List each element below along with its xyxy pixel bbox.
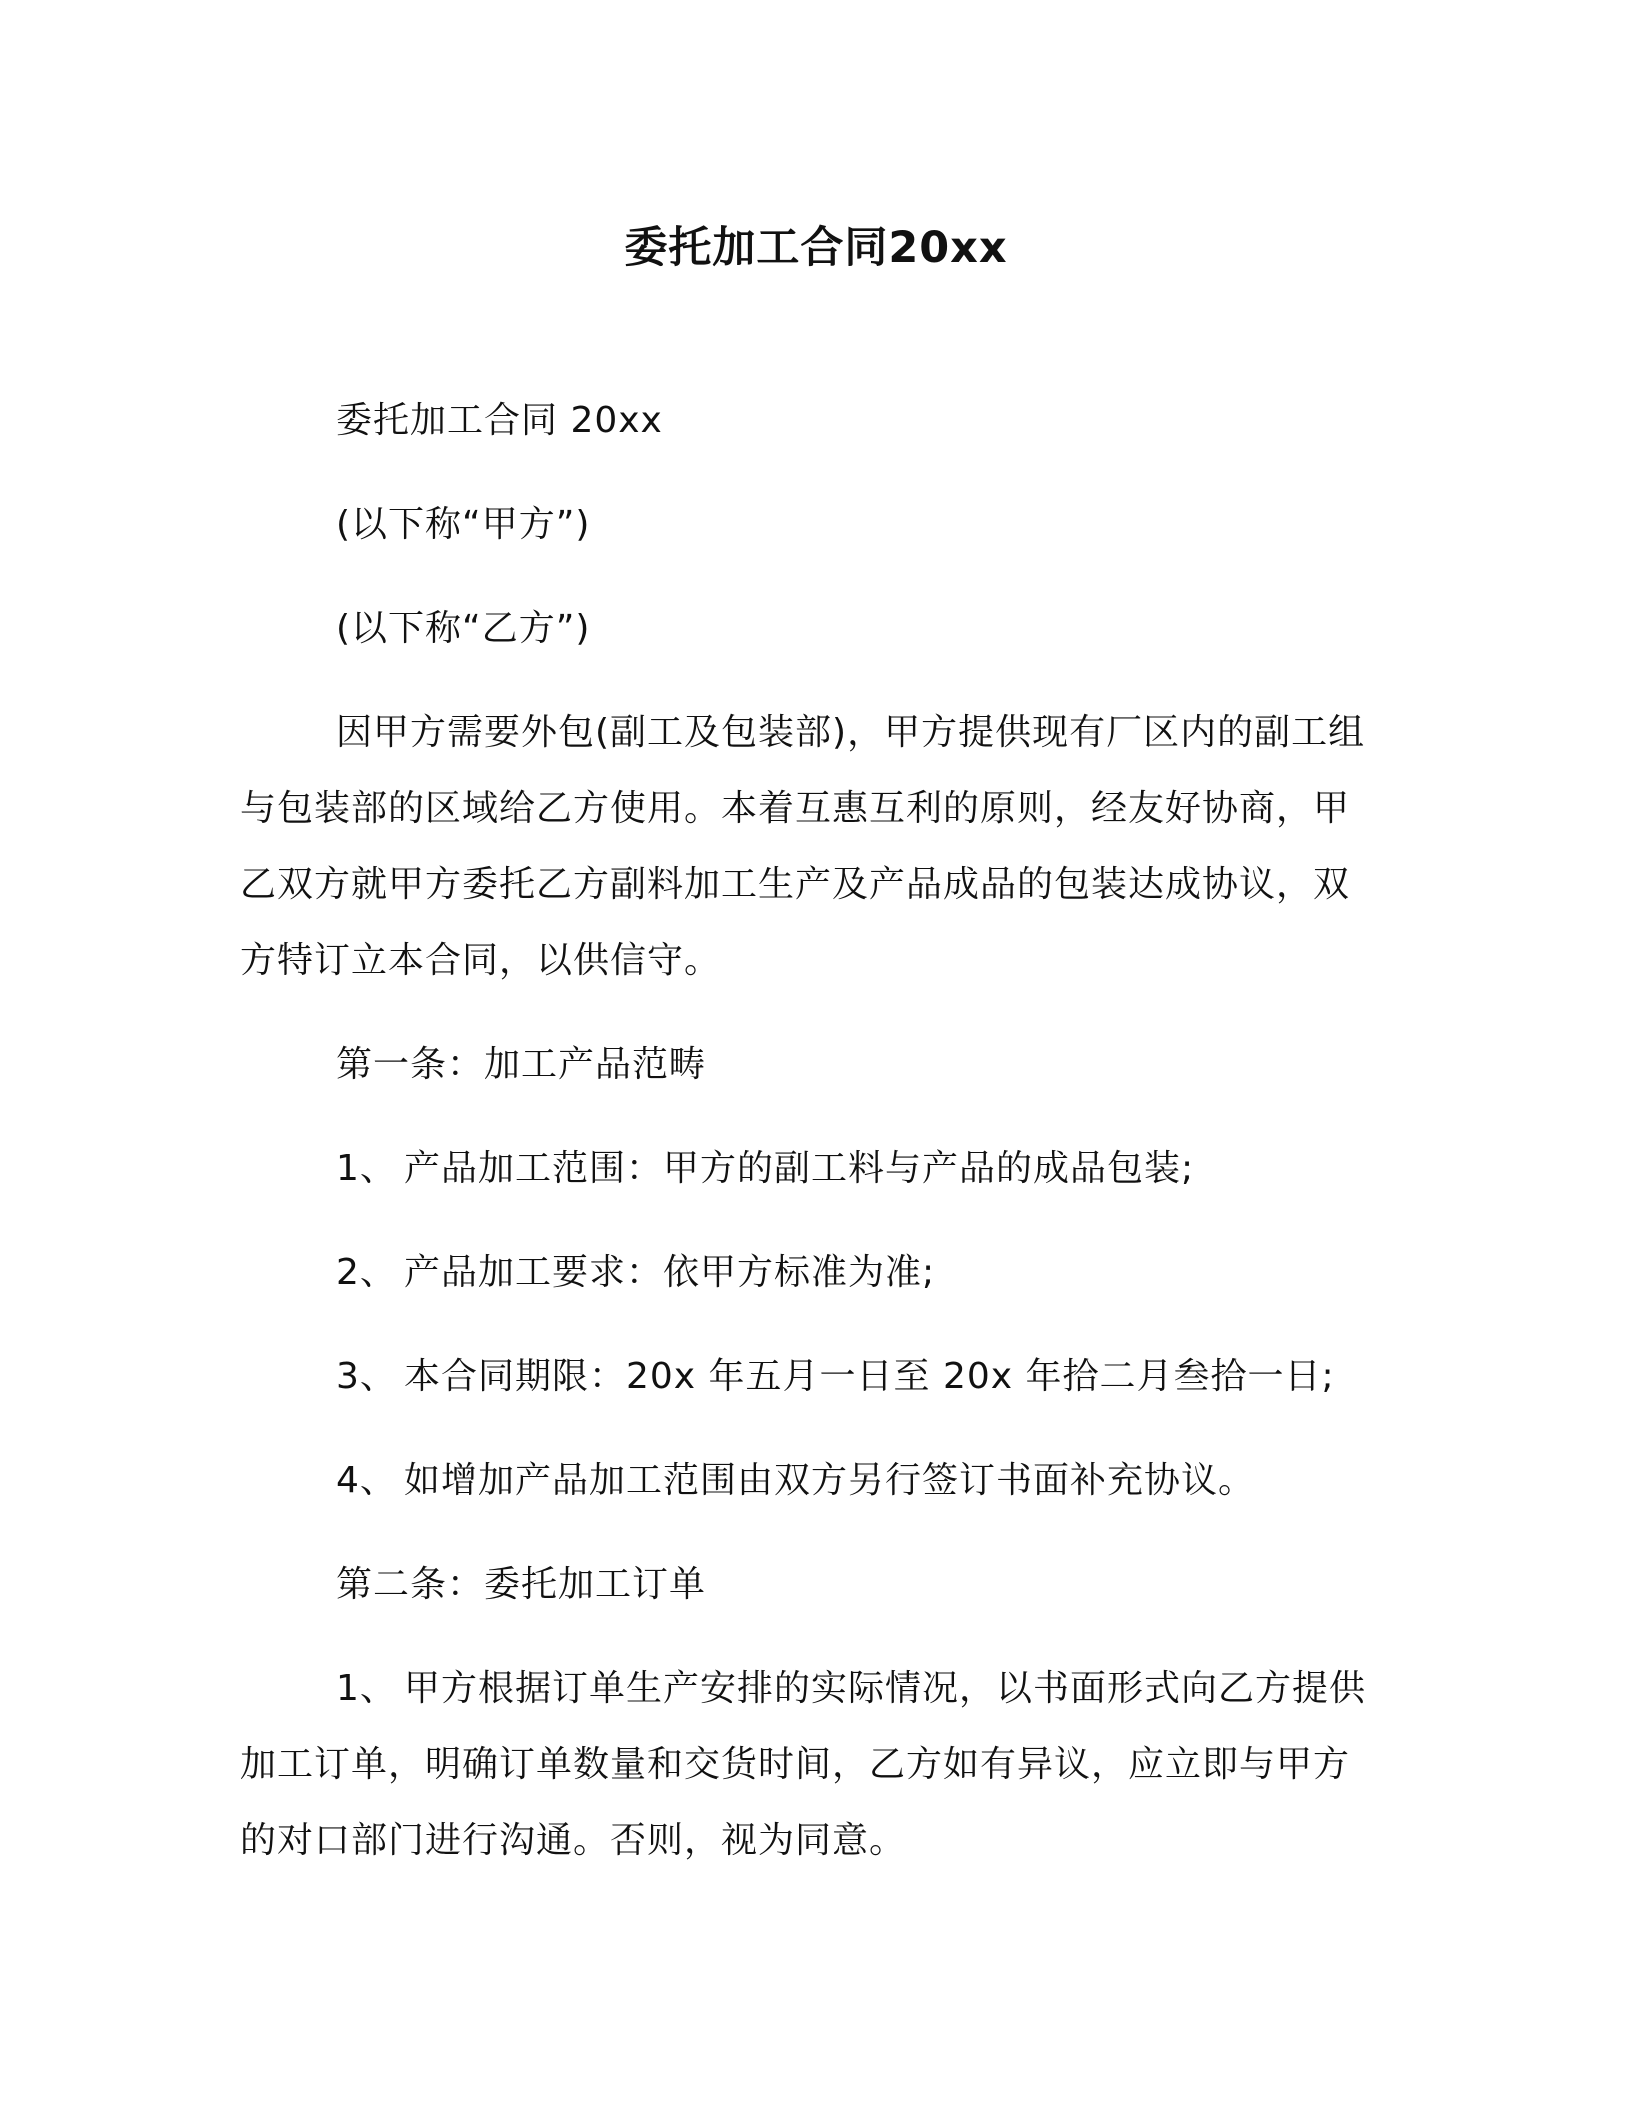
intro-line-3: 乙双方就甲方委托乙方副料加工生产及产品成品的包装达成协议，双 <box>240 864 1351 905</box>
article-1-heading: 第一条：加工产品范畴 <box>336 1044 707 1085</box>
article-1-item-1 <box>336 1144 1194 1194</box>
item-text: 甲方根据订单生产安排的实际情况，以书面形式向乙方提供 <box>404 1668 1367 1709</box>
item-number: 3、 <box>336 1356 397 1397</box>
item-text: 产品加工要求：依甲方标准为准; <box>404 1252 936 1293</box>
article-1-item-3 <box>336 1352 1335 1402</box>
document-subtitle: 委托加工合同 20xx <box>336 400 663 441</box>
article-2-item-1-line-1 <box>336 1664 1366 1714</box>
item-text: 产品加工范围：甲方的副工料与产品的成品包装; <box>404 1148 1195 1189</box>
intro-line-1: 因甲方需要外包(副工及包装部)，甲方提供现有厂区内的副工组 <box>336 712 1366 753</box>
article-1-item-2 <box>336 1248 935 1298</box>
article-2-item-1-line-2: 加工订单，明确订单数量和交货时间，乙方如有异议，应立即与甲方 <box>240 1744 1351 1785</box>
party-a-label: (以下称“甲方”) <box>336 504 591 545</box>
item-text: 如增加产品加工范围由双方另行签订书面补充协议。 <box>404 1460 1256 1501</box>
document-title: 委托加工合同20xx <box>624 223 1008 273</box>
article-1-item-4 <box>336 1456 1255 1506</box>
intro-line-2: 与包装部的区域给乙方使用。本着互惠互利的原则，经友好协商，甲 <box>240 788 1351 829</box>
article-2-item-1-line-3: 的对口部门进行沟通。否则，视为同意。 <box>240 1820 907 1861</box>
item-text: 本合同期限：20x 年五月一日至 20x 年拾二月叁拾一日; <box>404 1356 1335 1397</box>
item-number: 4、 <box>336 1460 397 1501</box>
party-b-label: (以下称“乙方”) <box>336 608 591 649</box>
intro-line-4: 方特订立本合同，以供信守。 <box>240 940 722 981</box>
item-number: 1、 <box>336 1668 397 1709</box>
item-number: 1、 <box>336 1148 397 1189</box>
item-number: 2、 <box>336 1252 397 1293</box>
article-2-heading: 第二条：委托加工订单 <box>336 1564 707 1605</box>
